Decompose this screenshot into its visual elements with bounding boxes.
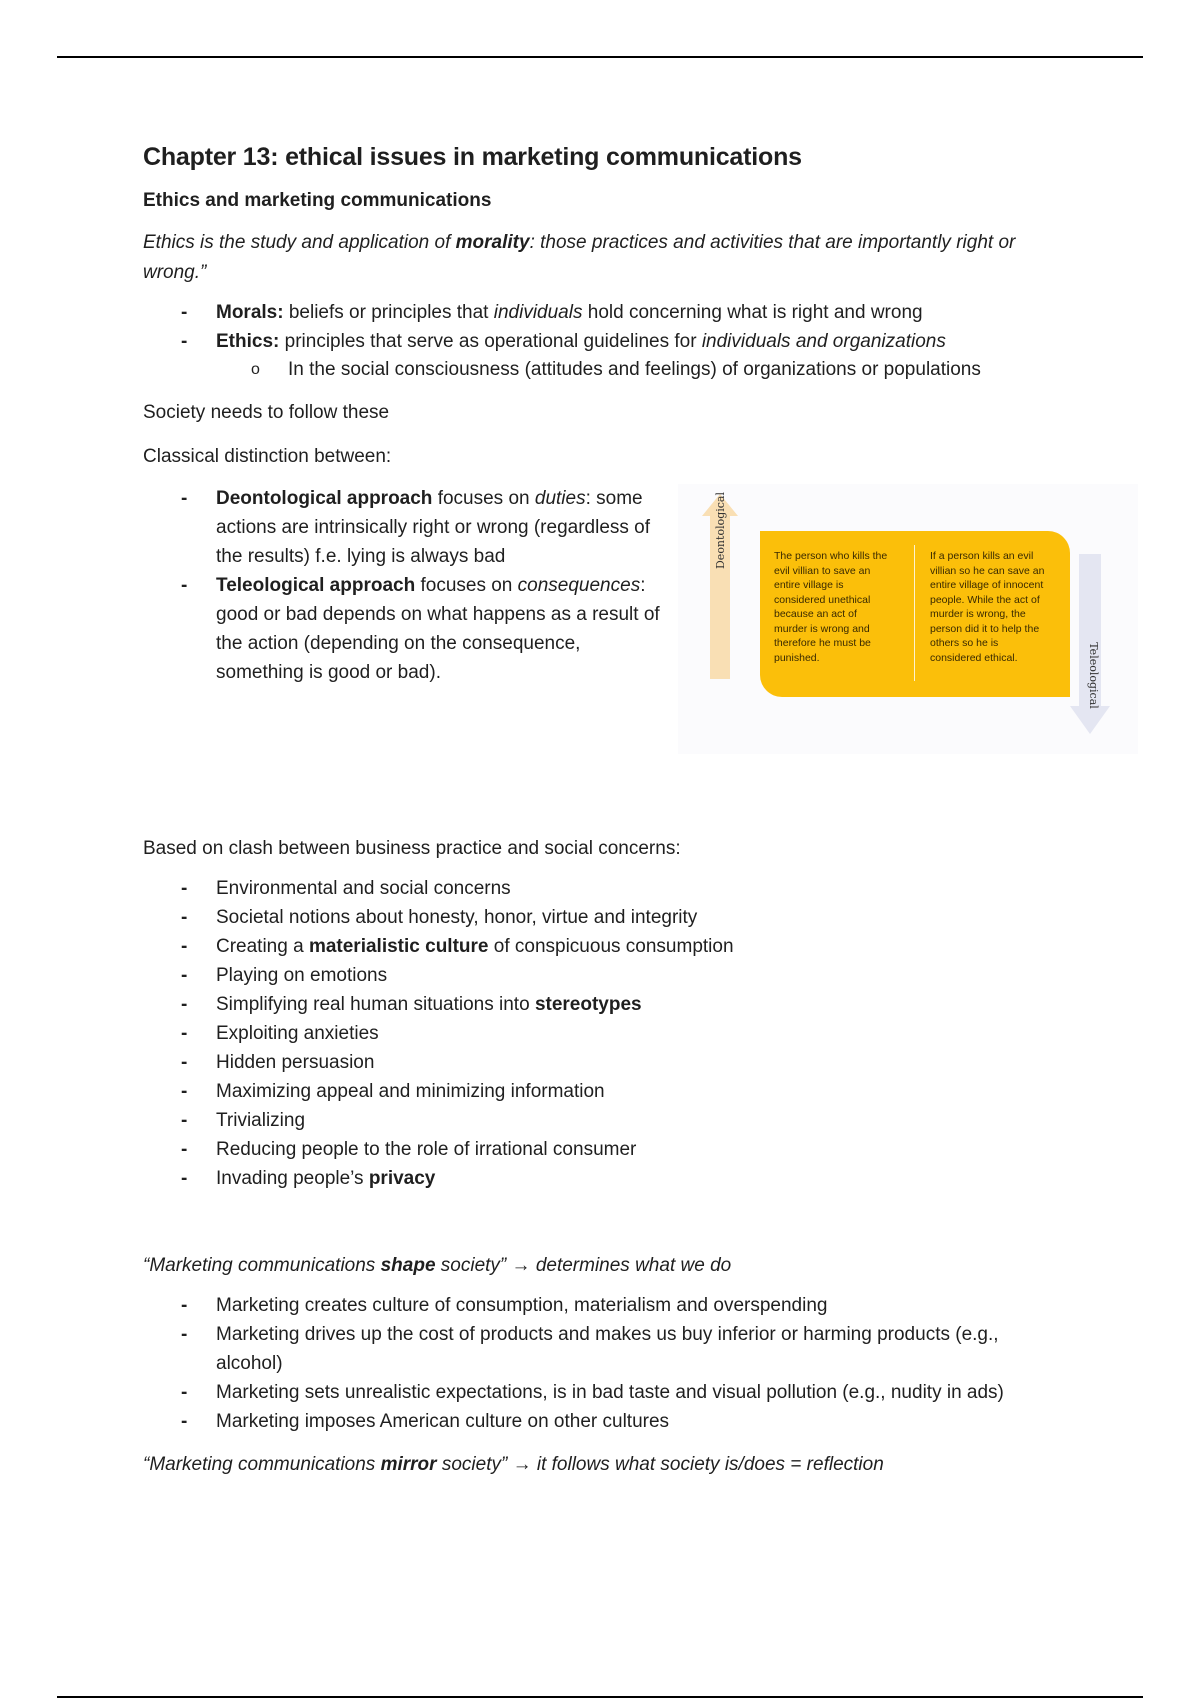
clash-list (143, 874, 1063, 1193)
list-item-deontological: - Deontological approach focuses on duties: some actions are intrinsically right or wrong (regardless of the results) f.e. lying is always bad (143, 484, 673, 571)
example-box (760, 531, 1070, 697)
approaches-section (143, 484, 1100, 784)
list-item: - Hidden persuasion (143, 1048, 1063, 1077)
ethics-definition: Ethics is the study and application of morality: those practices and activities that are importantly right or wrong.” (143, 232, 1016, 283)
clash-line: Based on clash between business practice and social concerns: (143, 838, 681, 859)
shape-quote: “Marketing communications shape society” → determines what we do (143, 1255, 732, 1276)
list-item: - Simplifying real human situations into stereotypes (143, 990, 1063, 1019)
classical-line: Classical distinction between: (143, 446, 392, 467)
list-item: - Marketing imposes American culture on other cultures (143, 1407, 1063, 1436)
teleological-axis-label: Teleological (1086, 642, 1100, 709)
deontological-example-text: The person who kills the evil villian to save an entire village is considered unethical because an act of murder is wrong and therefore he must be punished. (774, 550, 888, 664)
document-body (143, 140, 1100, 1480)
list-item: - Invading people’s privacy (143, 1164, 1063, 1193)
bottom-rule (57, 1696, 1143, 1698)
sublist-item-social-consciousness: o In the social consciousness (attitudes and feelings) of organizations or populations (143, 356, 1063, 384)
deontological-axis-label: Deontological (714, 491, 728, 570)
list-item: - Societal notions about honesty, honor, virtue and integrity (143, 903, 1063, 932)
list-item: - Reducing people to the role of irrational consumer (143, 1135, 1063, 1164)
section-heading: Ethics and marketing communications (143, 190, 492, 211)
list-item: - Creating a materialistic culture of conspicuous consumption (143, 932, 1063, 961)
top-rule (57, 56, 1143, 58)
list-item: - Environmental and social concerns (143, 874, 1063, 903)
list-item: - Playing on emotions (143, 961, 1063, 990)
shape-list (143, 1291, 1063, 1436)
society-line: Society needs to follow these (143, 402, 390, 423)
ethics-approaches-diagram (678, 484, 1138, 754)
list-item-ethics: - Ethics: principles that serve as operational guidelines for individuals and organizations o In the social consciousness (attitudes and feelings) of organizations or populations (143, 327, 1063, 384)
morals-ethics-list (143, 298, 1063, 384)
list-item: - Marketing sets unrealistic expectations, is in bad taste and visual pollution (e.g., nudity in ads) (143, 1378, 1063, 1407)
box-divider (914, 545, 915, 681)
list-item: - Trivializing (143, 1106, 1063, 1135)
teleological-example-text: If a person kills an evil villian so he can save an entire village of innocent people. While the act of murder is wrong, the person did it to help the others so he is considered ethical. (930, 550, 1045, 664)
list-item: - Exploiting anxieties (143, 1019, 1063, 1048)
list-item-teleological: - Teleological approach focuses on consequences: good or bad depends on what happens as a result of the action (depending on the consequence, something is good or bad). (143, 571, 673, 687)
list-item-morals: - Morals: beliefs or principles that individuals hold concerning what is right and wrong (143, 298, 1063, 327)
approaches-list (143, 484, 673, 687)
page-title: Chapter 13: ethical issues in marketing communications (143, 143, 802, 171)
list-item: - Maximizing appeal and minimizing information (143, 1077, 1063, 1106)
mirror-quote: “Marketing communications mirror society” → it follows what society is/does = reflection (143, 1454, 884, 1475)
list-item: - Marketing creates culture of consumption, materialism and overspending (143, 1291, 1063, 1320)
list-item: - Marketing drives up the cost of products and makes us buy inferior or harming products (e.g., alcohol) (143, 1320, 1063, 1378)
